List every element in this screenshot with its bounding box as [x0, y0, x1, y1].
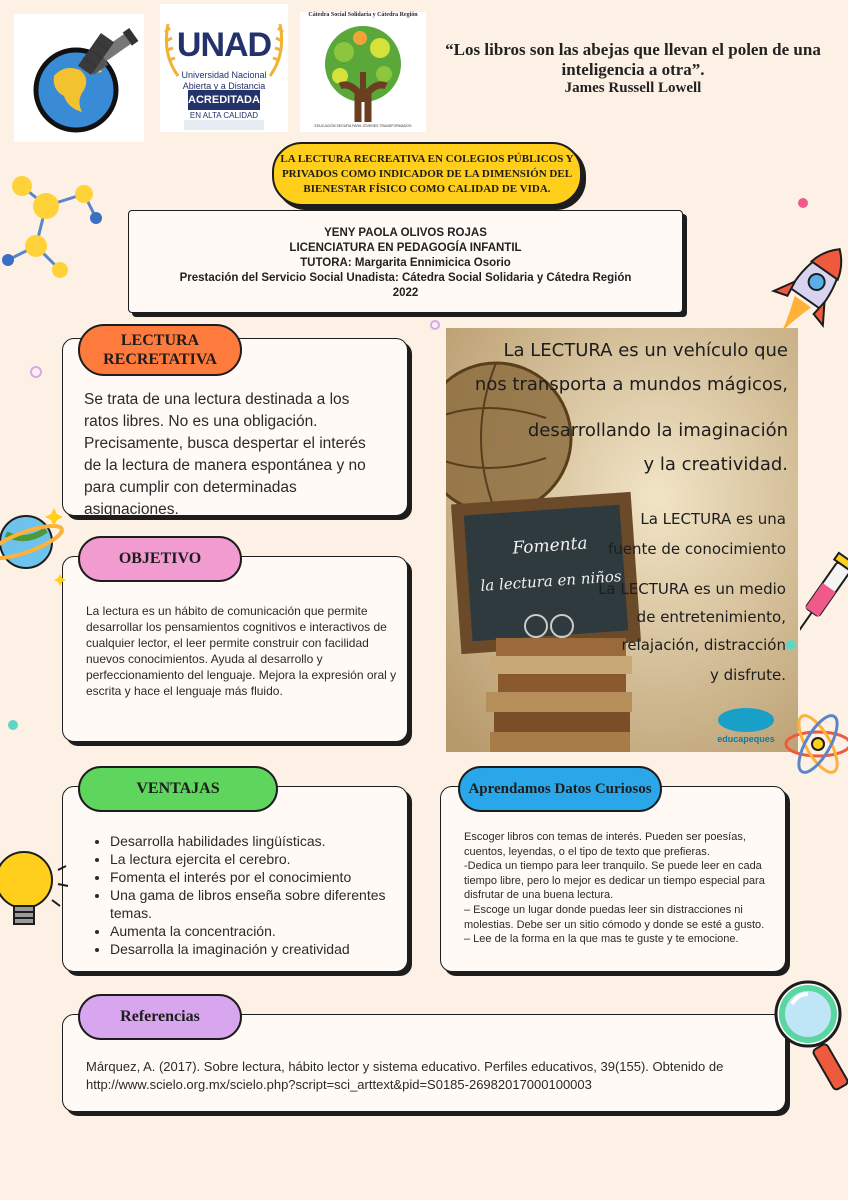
author-name: YENY PAOLA OLIVOS ROJAS [324, 227, 487, 239]
author-service: Prestación del Servicio Social Unadista: Cátedra Social Solidaria y Cátedra Región [179, 272, 632, 284]
poster-line-4: y la creatividad. [643, 454, 788, 475]
curiosos-text [464, 830, 768, 947]
reading-poster [446, 328, 798, 752]
poster-line-1: La LECTURA es un vehículo que [503, 340, 788, 361]
satellite-globe-logo [14, 14, 144, 142]
unad-badge-sub: EN ALTA CALIDAD [189, 111, 259, 120]
header-quote: “Los libros son las abejas que llevan el polen de una inteligencia a otra”. [445, 40, 821, 79]
author-year: 2022 [392, 287, 419, 299]
title-line-2: PRIVADOS COMO INDICADOR DE LA DIMENSIÓN DEL [281, 167, 573, 180]
unad-title: UNAD [176, 26, 272, 64]
poster-line-5: La LECTURA es una [640, 510, 786, 528]
curiosos-title: Aprendamos Datos Curiosos [468, 780, 652, 797]
unad-badge: ACREDITADA [188, 94, 260, 106]
poster-line-3: desarrollando la imaginación [527, 420, 788, 441]
list-item: • Desarrolla habilidades lingüísticas. [110, 832, 410, 850]
author-program: LICENCIATURA EN PEDAGOGÍA INFANTIL [289, 242, 522, 254]
decor-dot [786, 640, 796, 650]
ventajas-list [90, 832, 410, 958]
list-item: • Aumenta la concentración. [110, 922, 410, 940]
curiosos-paragraph-4: – Lee de la forma en la que mas te guste y te emocione. [464, 933, 739, 946]
poster-line-2: nos transporta a mundos mágicos, [474, 374, 788, 395]
title-line-3: BIENESTAR FÍSICO COMO CALIDAD DE VIDA. [303, 182, 551, 195]
catedra-social-logo [300, 12, 426, 132]
educapeques-brand: educapeques [717, 734, 775, 744]
referencias-text: Márquez, A. (2017). Sobre lectura, hábito lector y sistema educativo. Perfiles educativos, 39(155). Obtenido de http://www.scielo.org.mx/scielo.php?script=sci_arttext&pid=S0185-26982017000100003 [86, 1059, 724, 1092]
ventajas-title: VENTAJAS [136, 780, 220, 797]
poster-line-7: La LECTURA es un medio [598, 580, 786, 598]
satellite-globe-icon [14, 14, 144, 142]
unad-line2: Abierta y a Distancia [182, 81, 266, 91]
lectura-title-line-1: LECTURA [120, 332, 200, 349]
referencias-title-pill [78, 994, 242, 1040]
title-banner [272, 142, 582, 206]
curiosos-title-pill [458, 766, 662, 812]
list-item: • Desarrolla la imaginación y creatividad [110, 940, 410, 958]
author-box [128, 210, 683, 313]
curiosos-paragraph-2: -Dedica un tiempo para leer tranquilo. Se puede leer en cada tiempo libre, pero lo mejor es dedicar un tiempo especial para disfrutar de una buena lectura. [464, 860, 765, 902]
objetivo-text: La lectura es un hábito de comunicación que permite desarrollar los pensamientos cognitivos e interactivos de cualquier lector, el leer permite construir con facilidad nuevos conocimientos. Ayuda al desarrollo y perfeccionamiento del lenguaje. Mejora la expresión oral y escrita y hace el lenguaje más fluido. [86, 604, 397, 698]
molecule-icon [0, 150, 110, 290]
lectura-title-pill [78, 324, 242, 376]
chalkboard-line-1: Fomenta [511, 533, 589, 559]
poster-line-10: y disfrute. [710, 666, 786, 684]
poster-line-6: fuente de conocimiento [607, 540, 786, 558]
syringe-icon [800, 540, 848, 650]
atom-icon [778, 704, 848, 784]
curiosos-paragraph-3: – Escoge un lugar donde puedas leer sin distracciones ni molestias. Debe ser un sitio cómodo y donde se esté a gusto. [464, 903, 765, 931]
decor-dot [30, 366, 42, 378]
planet-icon [0, 498, 70, 588]
ventajas-title-pill [78, 766, 278, 812]
lectura-title-line-2: RECRETATIVA [103, 351, 217, 368]
author-tutor: TUTORA: Margarita Ennimicica Osorio [300, 257, 511, 269]
lightbulb-icon [0, 840, 70, 940]
magnifier-icon [764, 974, 848, 1094]
curiosos-paragraph-1: Escoger libros con temas de interés. Pueden ser poesías, cuentos, leyendas, o el tipo de texto que prefieras. [464, 831, 746, 858]
tree-hands-icon [300, 12, 426, 132]
chalkboard-line-2: la lectura en niños [479, 567, 623, 595]
list-item: • Fomenta el interés por el conocimiento [110, 868, 410, 886]
list-item: • Una gama de libros enseña sobre diferentes temas. [110, 886, 410, 922]
objetivo-title: OBJETIVO [118, 550, 202, 567]
decor-dot [8, 720, 18, 730]
decor-dot [430, 320, 440, 330]
lectura-text: Se trata de una lectura destinada a los ratos libres. No es una obligación. Precisamente, busca despertar el interés de la lectura de manera espontánea y no para cumplir con determinadas asignaciones. [84, 391, 366, 518]
objetivo-title-pill [78, 536, 242, 582]
referencias-title: Referencias [120, 1008, 200, 1025]
list-item: • La lectura ejercita el cerebro. [110, 850, 410, 868]
quote-author: James Russell Lowell [564, 80, 702, 96]
catedra-arc-text: Cátedra Social Solidaria y Cátedra Región [308, 12, 418, 18]
unad-logo [160, 4, 288, 132]
title-line-1: LA LECTURA RECREATIVA EN COLEGIOS PÚBLICOS Y [280, 152, 574, 165]
unad-line1: Universidad Nacional [181, 70, 267, 80]
poster-line-8: de entretenimiento, [636, 608, 786, 626]
rocket-icon [760, 230, 848, 370]
decor-dot [798, 198, 808, 208]
catedra-bottom-text: EDUCACIÓN SEGURA PARA JÓVENES TRANSFORMADOS [314, 124, 412, 128]
poster-line-9: relajación, distracción [621, 636, 786, 654]
